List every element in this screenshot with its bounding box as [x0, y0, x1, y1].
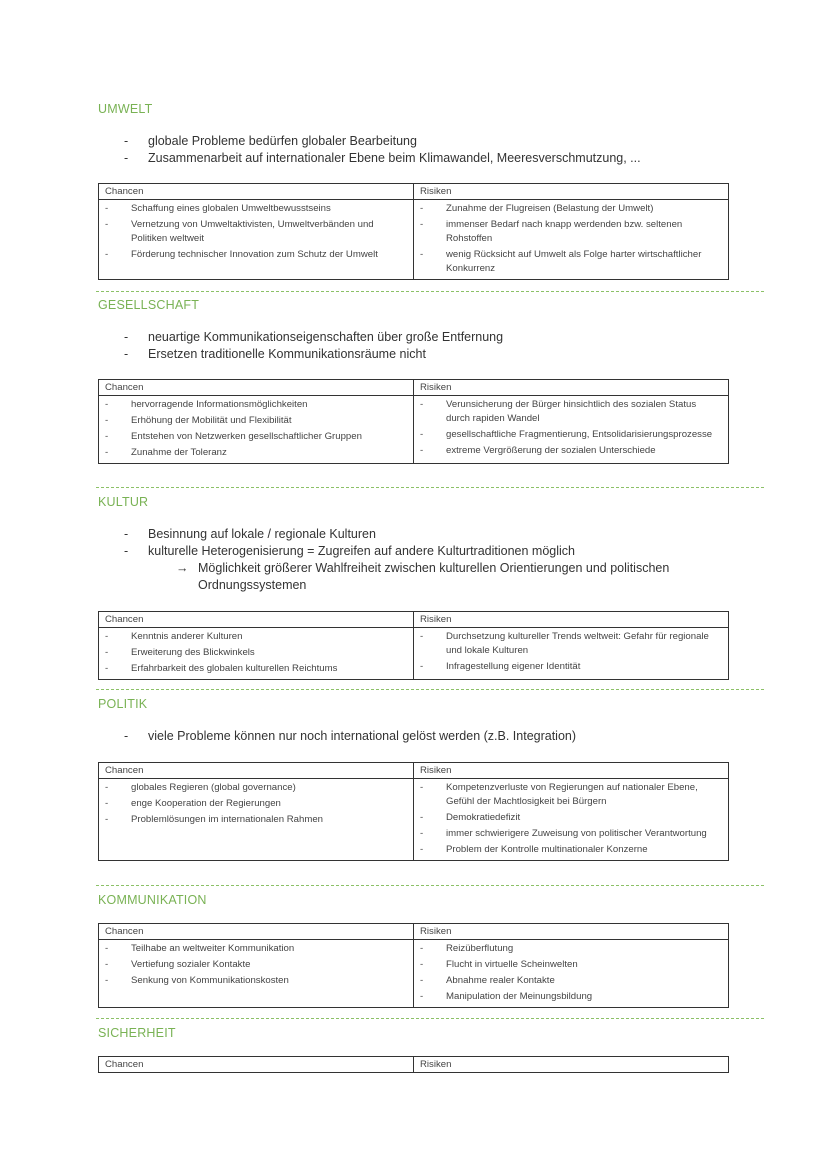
- list-item: - Zunahme der Flugreisen (Belastung der Umwelt): [420, 203, 654, 214]
- list-item: - Erhöhung der Mobilität und Flexibilität: [105, 415, 292, 426]
- risiken-header: Risiken: [414, 184, 729, 200]
- risiken-cell: [414, 940, 729, 1008]
- list-item: - globales Regieren (global governance): [105, 782, 296, 793]
- chancen-risiken-table-gesellschaft: [98, 379, 729, 464]
- chancen-header: Chancen: [99, 380, 414, 396]
- list-item: - Erweiterung des Blickwinkels: [105, 647, 255, 658]
- list-item: - Infragestellung eigener Identität: [420, 661, 581, 672]
- risiken-cell: [414, 779, 729, 861]
- chancen-risiken-table-kommunikation: [98, 923, 729, 1008]
- bullet-dash: -: [124, 347, 129, 361]
- chancen-cell: [99, 779, 414, 861]
- chancen-header: Chancen: [99, 763, 414, 779]
- list-item: - Zunahme der Toleranz: [105, 447, 227, 458]
- list-item: - wenig Rücksicht auf Umwelt als Folge harter wirtschaftlicher Konkurrenz: [420, 249, 702, 274]
- bullet-dash: -: [124, 151, 129, 165]
- chancen-cell: [99, 396, 414, 464]
- list-item: - Reizüberflutung: [420, 943, 514, 954]
- list-item: - hervorragende Informationsmöglichkeiten: [105, 399, 308, 410]
- list-item: - Vertiefung sozialer Kontakte: [105, 959, 251, 970]
- bullet-dash: -: [124, 729, 129, 743]
- chancen-risiken-table-sicherheit: [98, 1056, 729, 1073]
- chancen-cell: [99, 628, 414, 680]
- list-item: - gesellschaftliche Fragmentierung, Entsolidarisierungsprozesse: [420, 429, 713, 440]
- risiken-cell: [414, 396, 729, 464]
- list-item: - enge Kooperation der Regierungen: [105, 798, 281, 809]
- chancen-cell: [99, 940, 414, 1008]
- section-heading-kultur: KULTUR: [98, 495, 149, 509]
- risiken-cell: [414, 200, 729, 280]
- list-item: - Förderung technischer Innovation zum Schutz der Umwelt: [105, 249, 378, 260]
- chancen-header: Chancen: [99, 612, 414, 628]
- section-divider: [96, 885, 764, 886]
- chancen-risiken-table-umwelt: [98, 183, 729, 280]
- list-item: - extreme Vergrößerung der sozialen Unterschiede: [420, 445, 656, 456]
- list-item: - immenser Bedarf nach knapp werdenden bzw. seltenen Rohstoffen: [420, 219, 683, 244]
- chancen-risiken-table-kultur: [98, 611, 729, 680]
- document-page: UMWELT - globale Probleme bedürfen globaler Bearbeitung - Zusammenarbeit auf internationaler Ebene beim Klimawandel, Meeresverschmutzung, ... Chancen Risiken - Schaffung eines globalen Umweltbewusstseins - Vernetzung von Umweltaktivisten, Umweltverbänden und Politiken weltweit - Förderung technischer Innovation zum Schutz der Umwelt - Zunahme der Flugreisen (Belastung der Umwelt) - immenser Bedarf nach knapp werdenden bzw. seltenen Rohstoffen - wenig Rücksicht auf Umwelt als Folge harter wirtschaftlicher Konkurrenz GESELLSCHAFT - neuartige Kommunikationseigenschaften über große Entfernung - Ersetzen traditionelle Kommunikationsräume nicht Chancen Risiken - hervorragende Informationsmöglichkeiten - Erhöhung der Mobilität und Flexibilität - Entstehen von Netzwerken gesellschaftlicher Gruppen - Zunahme der Toleranz - Verunsicherung der Bürger hinsichtlich des sozialen Status durch rapiden Wandel - gesellschaftliche Fragmentierung, Entsolidarisierungsprozesse - extreme Vergrößerung der sozialen Unterschiede KULTUR - Besinnung auf lokale / regionale Kulturen - kulturelle Heterogenisierung = Zugreifen auf andere Kulturtraditionen möglich → Möglichkeit größerer Wahlfreiheit zwischen kulturellen Orientierungen und politischen Ordnungssystemen Chancen Risiken - Kenntnis anderer Kulturen - Erweiterung des Blickwinkels - Erfahrbarkeit des globalen kulturellen Reichtums - Durchsetzung kultureller Trends weltweit: Gefahr für regionale und lokale Kulturen - Infragestellung eigener Identität POLITIK - viele Probleme können nur noch international gelöst werden (z.B. Integration) Chancen Risiken - globales Regieren (global governance) - enge Kooperation der Regierungen - Problemlösungen im internationalen Rahmen - Kompetenzverluste von Regierungen auf nationaler Ebene, Gefühl der Machtlosigkeit bei Bürgern - Demokratiedefizit - immer schwierigere Zuweisung von politischer Verantwortung - Problem der Kontrolle multinationaler Konzerne KOMMUNIKATION Chancen Risiken - Teilhabe an weltweiter Kommunikation - Vertiefung sozialer Kontakte - Senkung von Kommunikationskosten - Reizüberflutung - Flucht in virtuelle Scheinwelten - Abnahme realer Kontakte - Manipulation der Meinungsbildung SICHERHEIT Chancen Risiken: [0, 0, 828, 1171]
- list-item: - Manipulation der Meinungsbildung: [420, 991, 593, 1002]
- bullet-dash: -: [124, 544, 129, 558]
- chancen-header: Chancen: [99, 1057, 414, 1073]
- list-item: - Entstehen von Netzwerken gesellschaftlicher Gruppen: [105, 431, 362, 442]
- chancen-cell: [99, 200, 414, 280]
- list-item: - Erfahrbarkeit des globalen kulturellen Reichtums: [105, 663, 338, 674]
- risiken-cell: [414, 628, 729, 680]
- bullet-dash: -: [124, 134, 129, 148]
- list-item: - Problemlösungen im internationalen Rahmen: [105, 814, 323, 825]
- section-divider: [96, 689, 764, 690]
- list-item: - immer schwierigere Zuweisung von politischer Verantwortung: [420, 828, 707, 839]
- section-divider: [96, 291, 764, 292]
- bullet-dash: -: [124, 527, 129, 541]
- risiken-header: Risiken: [414, 380, 729, 396]
- chancen-header: Chancen: [99, 924, 414, 940]
- list-item: - Demokratiedefizit: [420, 812, 521, 823]
- arrow-right-icon: →: [176, 561, 189, 575]
- list-item: - Senkung von Kommunikationskosten: [105, 975, 289, 986]
- risiken-header: Risiken: [414, 612, 729, 628]
- list-item: - Schaffung eines globalen Umweltbewusstseins: [105, 203, 331, 214]
- chancen-risiken-table-politik: [98, 762, 729, 861]
- section-heading-kommunikation: KOMMUNIKATION: [98, 893, 207, 907]
- section-heading-politik: POLITIK: [98, 697, 148, 711]
- bullet-dash: -: [124, 330, 129, 344]
- section-divider: [96, 487, 764, 488]
- risiken-header: Risiken: [414, 1057, 729, 1073]
- section-heading-sicherheit: SICHERHEIT: [98, 1026, 176, 1040]
- list-item: - Problem der Kontrolle multinationaler Konzerne: [420, 844, 648, 855]
- section-heading-gesellschaft: GESELLSCHAFT: [98, 298, 200, 312]
- list-item: - Kenntnis anderer Kulturen: [105, 631, 243, 642]
- list-item: - Kompetenzverluste von Regierungen auf nationaler Ebene, Gefühl der Machtlosigkeit bei Bürgern: [420, 782, 698, 807]
- section-divider: [96, 1018, 764, 1019]
- list-item: - Vernetzung von Umweltaktivisten, Umweltverbänden und Politiken weltweit: [105, 219, 374, 244]
- list-item: - Verunsicherung der Bürger hinsichtlich des sozialen Status durch rapiden Wandel: [420, 399, 697, 424]
- chancen-header: Chancen: [99, 184, 414, 200]
- list-item: - Flucht in virtuelle Scheinwelten: [420, 959, 578, 970]
- risiken-header: Risiken: [414, 763, 729, 779]
- risiken-header: Risiken: [414, 924, 729, 940]
- list-item: - Teilhabe an weltweiter Kommunikation: [105, 943, 295, 954]
- list-item: - Abnahme realer Kontakte: [420, 975, 555, 986]
- list-item: - Durchsetzung kultureller Trends weltweit: Gefahr für regionale und lokale Kulturen: [420, 631, 709, 656]
- section-heading-umwelt: UMWELT: [98, 102, 153, 116]
